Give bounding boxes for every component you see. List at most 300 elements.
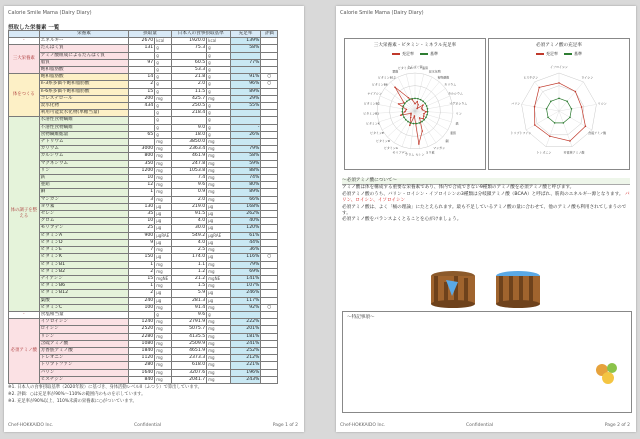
data-point (421, 107, 423, 109)
nutrient-name: 水溶性食物繊維 (39, 117, 129, 124)
sufficiency-rate: 79% (230, 261, 261, 268)
evaluation-mark (261, 52, 278, 59)
grid-spoke (415, 111, 451, 122)
standard-value: 9.0 (171, 124, 206, 131)
standard-value: 1.5 (171, 283, 206, 290)
standard-value: 1.2 (171, 268, 206, 275)
evaluation-mark (261, 95, 278, 102)
intake-value: 1240 (129, 319, 155, 326)
footer-page: Page 1 of 2 (272, 423, 298, 428)
intake-value: 434 (129, 103, 155, 110)
nutrient-name: 葉酸 (39, 297, 129, 304)
standard-value: 2.0 (171, 81, 206, 88)
legend-item: 基準 (564, 51, 582, 57)
col-header-nutrient: 栄養素 (39, 31, 129, 38)
nutrient-name: ビタミンE (39, 247, 129, 254)
legend-item: 基準 (420, 51, 438, 57)
standard-value: 4651.9 (171, 347, 206, 354)
intake-value: 2 (129, 268, 155, 275)
table-row (9, 153, 278, 160)
nutrient-name: マンガン (39, 196, 129, 203)
standard-value: 2041.7 (171, 376, 206, 383)
table-row (9, 275, 278, 282)
table-row (9, 196, 278, 203)
evaluation-mark (261, 175, 278, 182)
axis-label: 炭水化物 (428, 69, 441, 74)
sufficiency-rate (230, 117, 261, 124)
data-point (547, 117, 549, 119)
data-point (550, 100, 552, 102)
table-row (9, 326, 278, 333)
standard-value: 2363.4 (171, 146, 206, 153)
sufficiency-rate (230, 110, 261, 117)
standard-unit: g (207, 52, 231, 59)
evaluation-mark (261, 355, 278, 362)
nutrient-name: カリウム (39, 146, 129, 153)
intake-value: 2 (129, 81, 155, 88)
paragraph: アミノ酸は体を構成する重要な栄養素であり、体内で合成できない9種類のアミノ酸を必須アミノ酸と呼びます。 (342, 185, 575, 191)
standard-value: 618.0 (171, 362, 206, 369)
chart-title: 三大栄養素・ビタミン・ミネラル充足率 (373, 43, 457, 48)
intake-unit: mg (155, 333, 172, 340)
standard-unit: mg (207, 247, 231, 254)
table-row (9, 211, 278, 218)
axis-label: たんぱく質 (407, 65, 423, 69)
data-point (581, 106, 583, 108)
standard-unit: mg (207, 167, 231, 174)
axis-label: 脂質 (422, 66, 429, 71)
radar-chart-amino (488, 38, 630, 170)
intake-unit: mg (155, 355, 172, 362)
standard-unit: mg (207, 333, 231, 340)
data-point (419, 117, 421, 119)
highlight-text: バリン、ロイシン、イソロイシン (342, 191, 630, 204)
table-row (9, 81, 278, 88)
brand-logo (592, 358, 622, 388)
data-point (571, 108, 573, 110)
intake-value: 3 (129, 196, 155, 203)
data-point (422, 104, 424, 106)
table-row (9, 67, 278, 74)
evaluation-mark: ○ (261, 254, 278, 261)
data-point (425, 111, 427, 113)
axis-label: ヨウ素 (425, 150, 435, 155)
standard-value: 218.4 (171, 110, 206, 117)
table-row (9, 304, 278, 311)
sufficiency-rate: 26% (230, 131, 261, 138)
standard-value: 75.3 (171, 45, 206, 52)
axis-label: セレン (415, 152, 425, 157)
footnote: ※3. 充足率が90%以上、110%未満の栄養素に○がついています。 (8, 399, 137, 404)
evaluation-mark (261, 203, 278, 210)
table-row (9, 232, 278, 239)
sufficiency-rate: 120% (230, 225, 261, 232)
data-point (422, 100, 424, 102)
nutrient-name: ヨウ素 (39, 203, 129, 210)
sufficiency-rate: 55% (230, 103, 261, 110)
standard-value (171, 117, 206, 124)
axis-label: 食物繊維 (437, 75, 450, 80)
intake-unit: g (155, 124, 172, 131)
axis-label: 銅 (445, 139, 449, 144)
intake-value (129, 124, 155, 131)
data-point (546, 108, 548, 110)
table-row (9, 52, 278, 59)
evaluation-mark (261, 275, 278, 282)
sufficiency-rate: 79% (230, 146, 261, 153)
sufficiency-rate (230, 67, 261, 74)
intake-unit: μg (155, 225, 172, 232)
data-point (406, 109, 408, 111)
axis-label: カルシウム (447, 91, 463, 96)
standard-unit: μg (207, 203, 231, 210)
intake-unit: g (155, 88, 172, 95)
intake-value: 3000 (129, 146, 155, 153)
evaluation-mark (261, 67, 278, 74)
axis-label: 芳香族アミノ酸 (563, 150, 585, 155)
evaluation-mark (261, 167, 278, 174)
standard-value: 2509.9 (171, 340, 206, 347)
table-row (9, 347, 278, 354)
intake-value: 2670 (129, 38, 155, 45)
data-point (408, 97, 410, 99)
nutrient-name: ロイシン (39, 326, 129, 333)
intake-unit: mg (155, 261, 172, 268)
standard-unit: μg (207, 218, 231, 225)
evaluation-mark (261, 124, 278, 131)
standard-unit: g (207, 311, 231, 318)
intake-unit: mg (155, 347, 172, 354)
table-row (9, 283, 278, 290)
standard-unit: g (207, 81, 231, 88)
axis-label: トレオニン (536, 150, 552, 155)
data-point (417, 104, 419, 106)
evaluation-mark (261, 117, 278, 124)
sufficiency-rate: 262% (230, 211, 261, 218)
intake-value: 65 (129, 131, 155, 138)
intake-unit: μgRAE (155, 232, 172, 239)
intake-unit: mg (155, 146, 172, 153)
evaluation-mark (261, 232, 278, 239)
nutrient-name: 食物繊維総量 (39, 131, 129, 138)
intake-unit: mg (155, 247, 172, 254)
standard-unit: g (207, 67, 231, 74)
intake-value: 2280 (129, 333, 155, 340)
standard-unit: mg (207, 268, 231, 275)
data-point (404, 103, 406, 105)
chart-legend (489, 51, 629, 57)
intake-value: 840 (129, 376, 155, 383)
memo-box (342, 311, 632, 413)
evaluation-mark (261, 103, 278, 110)
evaluation-mark (261, 160, 278, 167)
axis-label: ビタミンK (365, 121, 380, 126)
data-point (534, 106, 536, 108)
evaluation-mark (261, 131, 278, 138)
intake-unit: mg (155, 376, 172, 383)
data-point (534, 124, 536, 126)
nutrient-name: 炭水化物 (39, 103, 129, 110)
sufficiency-rate: 196% (230, 369, 261, 376)
grid-spoke (379, 111, 415, 122)
data-point (421, 121, 423, 123)
grid-spoke (415, 104, 452, 111)
standard-value: 247.8 (171, 160, 206, 167)
standard-value: 219.0 (171, 203, 206, 210)
intake-value: 1080 (129, 340, 155, 347)
table-row (9, 311, 278, 318)
table-row (9, 362, 278, 369)
grid-spoke (559, 82, 583, 111)
paragraph: 必須アミノ酸は、よく「桶の理論」にたとえられます。最も不足しているアミノ酸の量に合わせて、他のアミノ酸も利用されてしまうのです。 (342, 204, 627, 217)
standard-value: 5075.7 (171, 326, 206, 333)
footer-company: Chef-HOKKAIDO Inc. (8, 423, 54, 428)
data-point (416, 101, 418, 103)
nutrient-name: 飽和脂肪酸 (39, 67, 129, 74)
standard-unit: g (207, 103, 231, 110)
evaluation-mark (261, 297, 278, 304)
standard-unit: mg (207, 196, 231, 203)
nutrient-name: 芳香族アミノ酸 (39, 347, 129, 354)
data-point (398, 103, 400, 105)
evaluation-mark: ○ (261, 81, 278, 88)
nutrient-name: 不溶性食物繊維 (39, 124, 129, 131)
memo-title: 〜特記事項〜 (347, 315, 375, 320)
table-row (9, 131, 278, 138)
data-point (406, 100, 408, 102)
grid-spoke (378, 104, 415, 111)
standard-unit: mg (207, 139, 231, 146)
sufficiency-rate: 107% (230, 283, 261, 290)
standard-unit: μg (207, 225, 231, 232)
nutrient-name: 脂質 (39, 59, 129, 66)
standard-unit: mg (207, 340, 231, 347)
intake-unit: μg (155, 203, 172, 210)
axis-label: リン (455, 111, 462, 116)
nutrient-name: コレステロール (39, 95, 129, 102)
evaluation-mark (261, 218, 278, 225)
table-row (9, 319, 278, 326)
intake-value: 2 (129, 290, 155, 297)
evaluation-mark (261, 347, 278, 354)
data-point (414, 98, 416, 100)
standard-unit: g (207, 124, 231, 131)
footnote: ※2. 評価：○は充足率が90%〜110%の範囲内のものを示しています。 (8, 392, 146, 397)
table-row (9, 239, 278, 246)
standard-unit: μg (207, 239, 231, 246)
intake-unit: mg (155, 153, 172, 160)
intake-value: 1 (129, 283, 155, 290)
standard-value: 3207.6 (171, 369, 206, 376)
axis-label: ヒスチジン (523, 75, 539, 80)
sufficiency-rate (230, 311, 261, 318)
data-point (420, 99, 422, 101)
data-point (427, 108, 429, 110)
intake-unit: g (155, 67, 172, 74)
standard-unit: g (207, 110, 231, 117)
table-row (9, 146, 278, 153)
evaluation-mark (261, 319, 278, 326)
sufficiency-rate: - (230, 124, 261, 131)
table-row (9, 297, 278, 304)
sufficiency-rate: 89% (230, 189, 261, 196)
grid-spoke (559, 104, 596, 111)
axis-label: 葉酸 (392, 69, 399, 74)
nutrient-name: ビタミンB12 (39, 290, 129, 297)
nutrient-name: ナトリウム (39, 139, 129, 146)
table-row (9, 103, 278, 110)
intake-unit: mg (155, 95, 172, 102)
data-point (554, 122, 556, 124)
standard-unit: mg (207, 175, 231, 182)
sufficiency-rate: 252% (230, 347, 261, 354)
standard-value: 3850.0 (171, 139, 206, 146)
standard-value: 4135.5 (171, 333, 206, 340)
intake-value (129, 311, 155, 318)
col-header-category (9, 31, 40, 38)
evaluation-mark (261, 45, 278, 52)
sufficiency-rate: 29% (230, 95, 261, 102)
category-cell: 体をつくる (9, 74, 40, 117)
axis-label: ビタミンE (369, 131, 384, 135)
chart-title: 必須アミノ酸の充足率 (536, 43, 582, 48)
table-row (9, 95, 278, 102)
sufficiency-rate: 92% (230, 304, 261, 311)
intake-unit: g (155, 311, 172, 318)
sufficiency-rate: 96% (230, 81, 261, 88)
intake-value: 800 (129, 153, 155, 160)
intake-value: 25 (129, 225, 155, 232)
standard-unit: mg (207, 376, 231, 383)
barrel-illustration-left (426, 268, 481, 308)
axis-label: イソロイシン (550, 65, 568, 69)
radar-svg (489, 59, 629, 169)
intake-value: 1840 (129, 347, 155, 354)
axis-label: 鉄 (455, 121, 459, 126)
standard-value: 4.0 (171, 218, 206, 225)
sufficiency-rate: 117% (230, 297, 261, 304)
footnotes (8, 384, 202, 405)
category-cell: - (9, 311, 40, 318)
nutrient-name: リシン (39, 333, 129, 340)
sufficiency-rate: 59% (230, 160, 261, 167)
standard-value: 4.0 (171, 239, 206, 246)
nutrient-name: ビタミンB1 (39, 261, 129, 268)
sufficiency-rate: 212% (230, 355, 261, 362)
nutrient-name: バリン (39, 369, 129, 376)
data-point (423, 119, 425, 121)
axis-label: マンガン (433, 145, 446, 150)
sufficiency-rate: 80% (230, 182, 261, 189)
sufficiency-rate: 88% (230, 167, 261, 174)
intake-unit: g (155, 131, 172, 138)
axis-label: モリブデン (392, 150, 408, 155)
data-point (414, 103, 416, 105)
sufficiency-rate (230, 52, 261, 59)
intake-value: 1120 (129, 355, 155, 362)
data-point (402, 111, 404, 113)
standard-value: 91.5 (171, 211, 206, 218)
intake-unit: mg (155, 139, 172, 146)
evaluation-mark (261, 311, 278, 318)
data-point (405, 119, 407, 121)
evaluation-mark (261, 239, 278, 246)
sufficiency-rate: 116% (230, 254, 261, 261)
intake-unit: g (155, 110, 172, 117)
evaluation-mark (261, 290, 278, 297)
axis-label: バリン (511, 101, 521, 106)
sufficiency-rate: 74% (230, 175, 261, 182)
intake-unit: mg (155, 369, 172, 376)
intake-value: 131 (129, 45, 155, 52)
intake-unit: μg (155, 254, 172, 261)
intake-unit: mg (155, 196, 172, 203)
table-row (9, 59, 278, 66)
intake-value: 9 (129, 239, 155, 246)
intake-value: 100 (129, 304, 155, 311)
intake-value: 10 (129, 218, 155, 225)
data-point (416, 108, 418, 110)
standard-unit: μg (207, 297, 231, 304)
evaluation-mark (261, 333, 278, 340)
barrel-illustration-right (491, 268, 546, 308)
data-point (403, 117, 405, 119)
intake-value: 240 (129, 297, 155, 304)
table-row (9, 45, 278, 52)
grid-spoke (522, 104, 559, 111)
nutrient-name: クロム (39, 218, 129, 225)
evaluation-mark (261, 139, 278, 146)
category-cell: - (9, 38, 40, 45)
axis-label: クロム (405, 152, 415, 157)
standard-value: 549.2 (171, 232, 206, 239)
evaluation-mark: ○ (261, 304, 278, 311)
data-point (569, 117, 571, 119)
intake-value: 200 (129, 95, 155, 102)
data-point (426, 105, 428, 107)
intake-value: 1200 (129, 167, 155, 174)
nutrient-name: アミノ酸組成によるたんぱく質 (39, 52, 129, 59)
table-row (9, 376, 278, 383)
sufficiency-rate: 69% (230, 268, 261, 275)
table-row (9, 189, 278, 196)
axis-label: マグネシウム (449, 101, 468, 106)
legend-item: 充足率 (536, 51, 558, 57)
intake-unit: mg (155, 326, 172, 333)
table-row (9, 369, 278, 376)
footer-confidential: Confidential (466, 423, 494, 428)
evaluation-mark (261, 38, 278, 45)
evaluation-mark (261, 340, 278, 347)
intake-value: 97 (129, 59, 155, 66)
standard-unit: mg (207, 319, 231, 326)
sufficiency-rate: 36% (230, 247, 261, 254)
axis-label: ビタミンB12 (377, 75, 396, 80)
standard-unit: μg (207, 211, 231, 218)
data-point (423, 113, 425, 115)
axis-label: ナイアシン (367, 91, 382, 96)
footer-confidential: Confidential (134, 423, 162, 428)
intake-value (129, 117, 155, 124)
table-row (9, 167, 278, 174)
axis-label: リシン (597, 101, 607, 106)
standard-unit: g (207, 74, 231, 81)
nutrient-name: トレオニン (39, 355, 129, 362)
table-row (9, 38, 278, 45)
standard-unit: mg (207, 153, 231, 160)
nutrient-name: セレン (39, 211, 129, 218)
data-point (403, 105, 405, 107)
